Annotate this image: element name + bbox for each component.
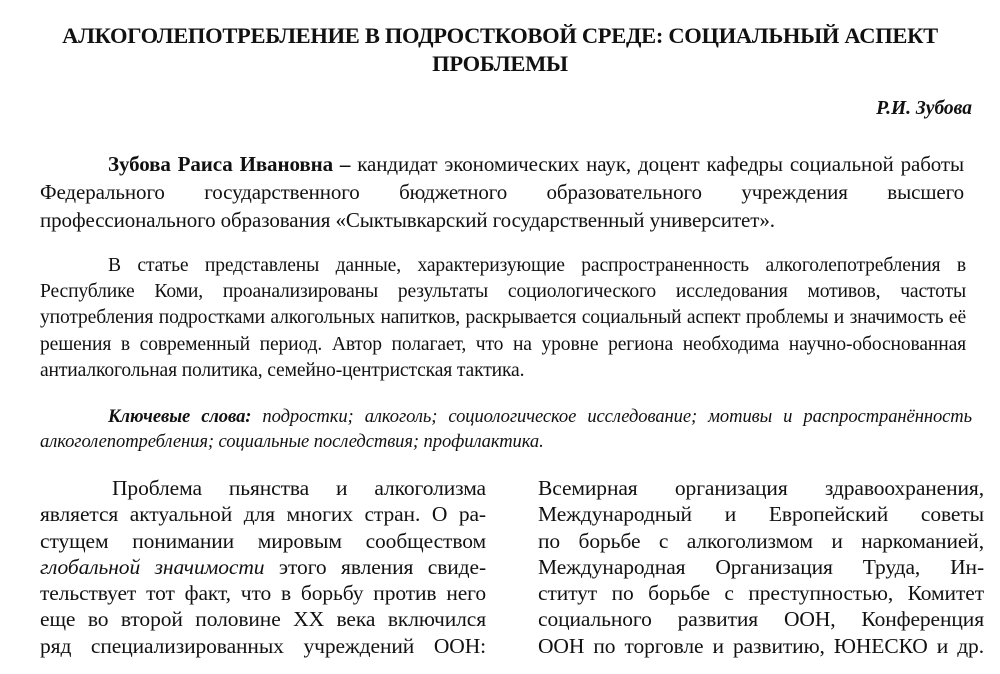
article-title (40, 22, 960, 78)
bio-name: Зубова Раиса Ивановна – (108, 152, 351, 176)
body-right-line: социального развития ООН, Конференция (538, 607, 984, 632)
body-right-line: Международная Организация Труда, Ин- (538, 554, 984, 579)
italic-phrase: глобальной значимости (40, 554, 265, 579)
body-left-line: Проблема пьянства и алкоголизма (112, 476, 486, 500)
keywords-label: Ключевые слова: (108, 406, 252, 427)
body-left-line: стущем понимании мировым сообществом (40, 528, 486, 553)
body-right-line: по борьбе с алкоголизмом и наркоманией, (538, 528, 984, 553)
author-bio (40, 150, 964, 234)
body-right-line: ститут по борьбе с преступностью, Комитет (538, 581, 984, 606)
body-left-line: еще во второй половине XX века включился (40, 607, 486, 632)
body-right-line: Всемирная организация здравоохранения, (538, 476, 984, 500)
title-line-1: АЛКОГОЛЕПОТРЕБЛЕНИЕ В ПОДРОСТКОВОЙ СРЕДЕ: СОЦИАЛЬНЫЙ АСПЕКТ (62, 23, 938, 48)
body-column-right (538, 475, 984, 659)
author-name: Р.И. Зубова (876, 98, 972, 119)
body-left-line: является актуальной для многих стран. О ра- (40, 502, 486, 527)
line-rest: этого явления свиде- (264, 554, 486, 579)
abstract: В статье представлены данные, характеризующие распространенность алкоголепотребления в Республике Коми, проанализированы результаты социологического исследования мотивов, частоты употребления подростками алкогольных напитков, раскрывается социальный аспект проблемы и значимость её решения в современный период. Автор полагает, что на уровне региона необходима научно-обоснованная антиалкогольная политика, семейно-центристская тактика. (40, 255, 966, 381)
body-right-line: Международный и Европейский советы (538, 502, 984, 527)
title-line-2: ПРОБЛЕМЫ (432, 51, 568, 76)
body-left-line: тельствует тот факт, что в борьбу против него (40, 581, 486, 606)
keywords-text: подростки; алкоголь; социологическое исследование; мотивы и распространённость алкоголепотребления; социальные последствия; профилактика. (40, 406, 972, 452)
body-column-left (40, 475, 486, 659)
body-right-line: ООН по торговле и развитию, ЮНЕСКО и др. (538, 633, 984, 658)
body-left-line: ряд специализированных учреждений ООН: (40, 633, 486, 658)
body-left-line-italic (40, 554, 486, 580)
keywords (40, 404, 972, 454)
bio-text: кандидат экономических наук, доцент кафедры социальной работы Федерального государственного бюджетного образовательного учреждения высшего профессионального образования «Сыктывкарский государственный университет». (40, 152, 964, 232)
